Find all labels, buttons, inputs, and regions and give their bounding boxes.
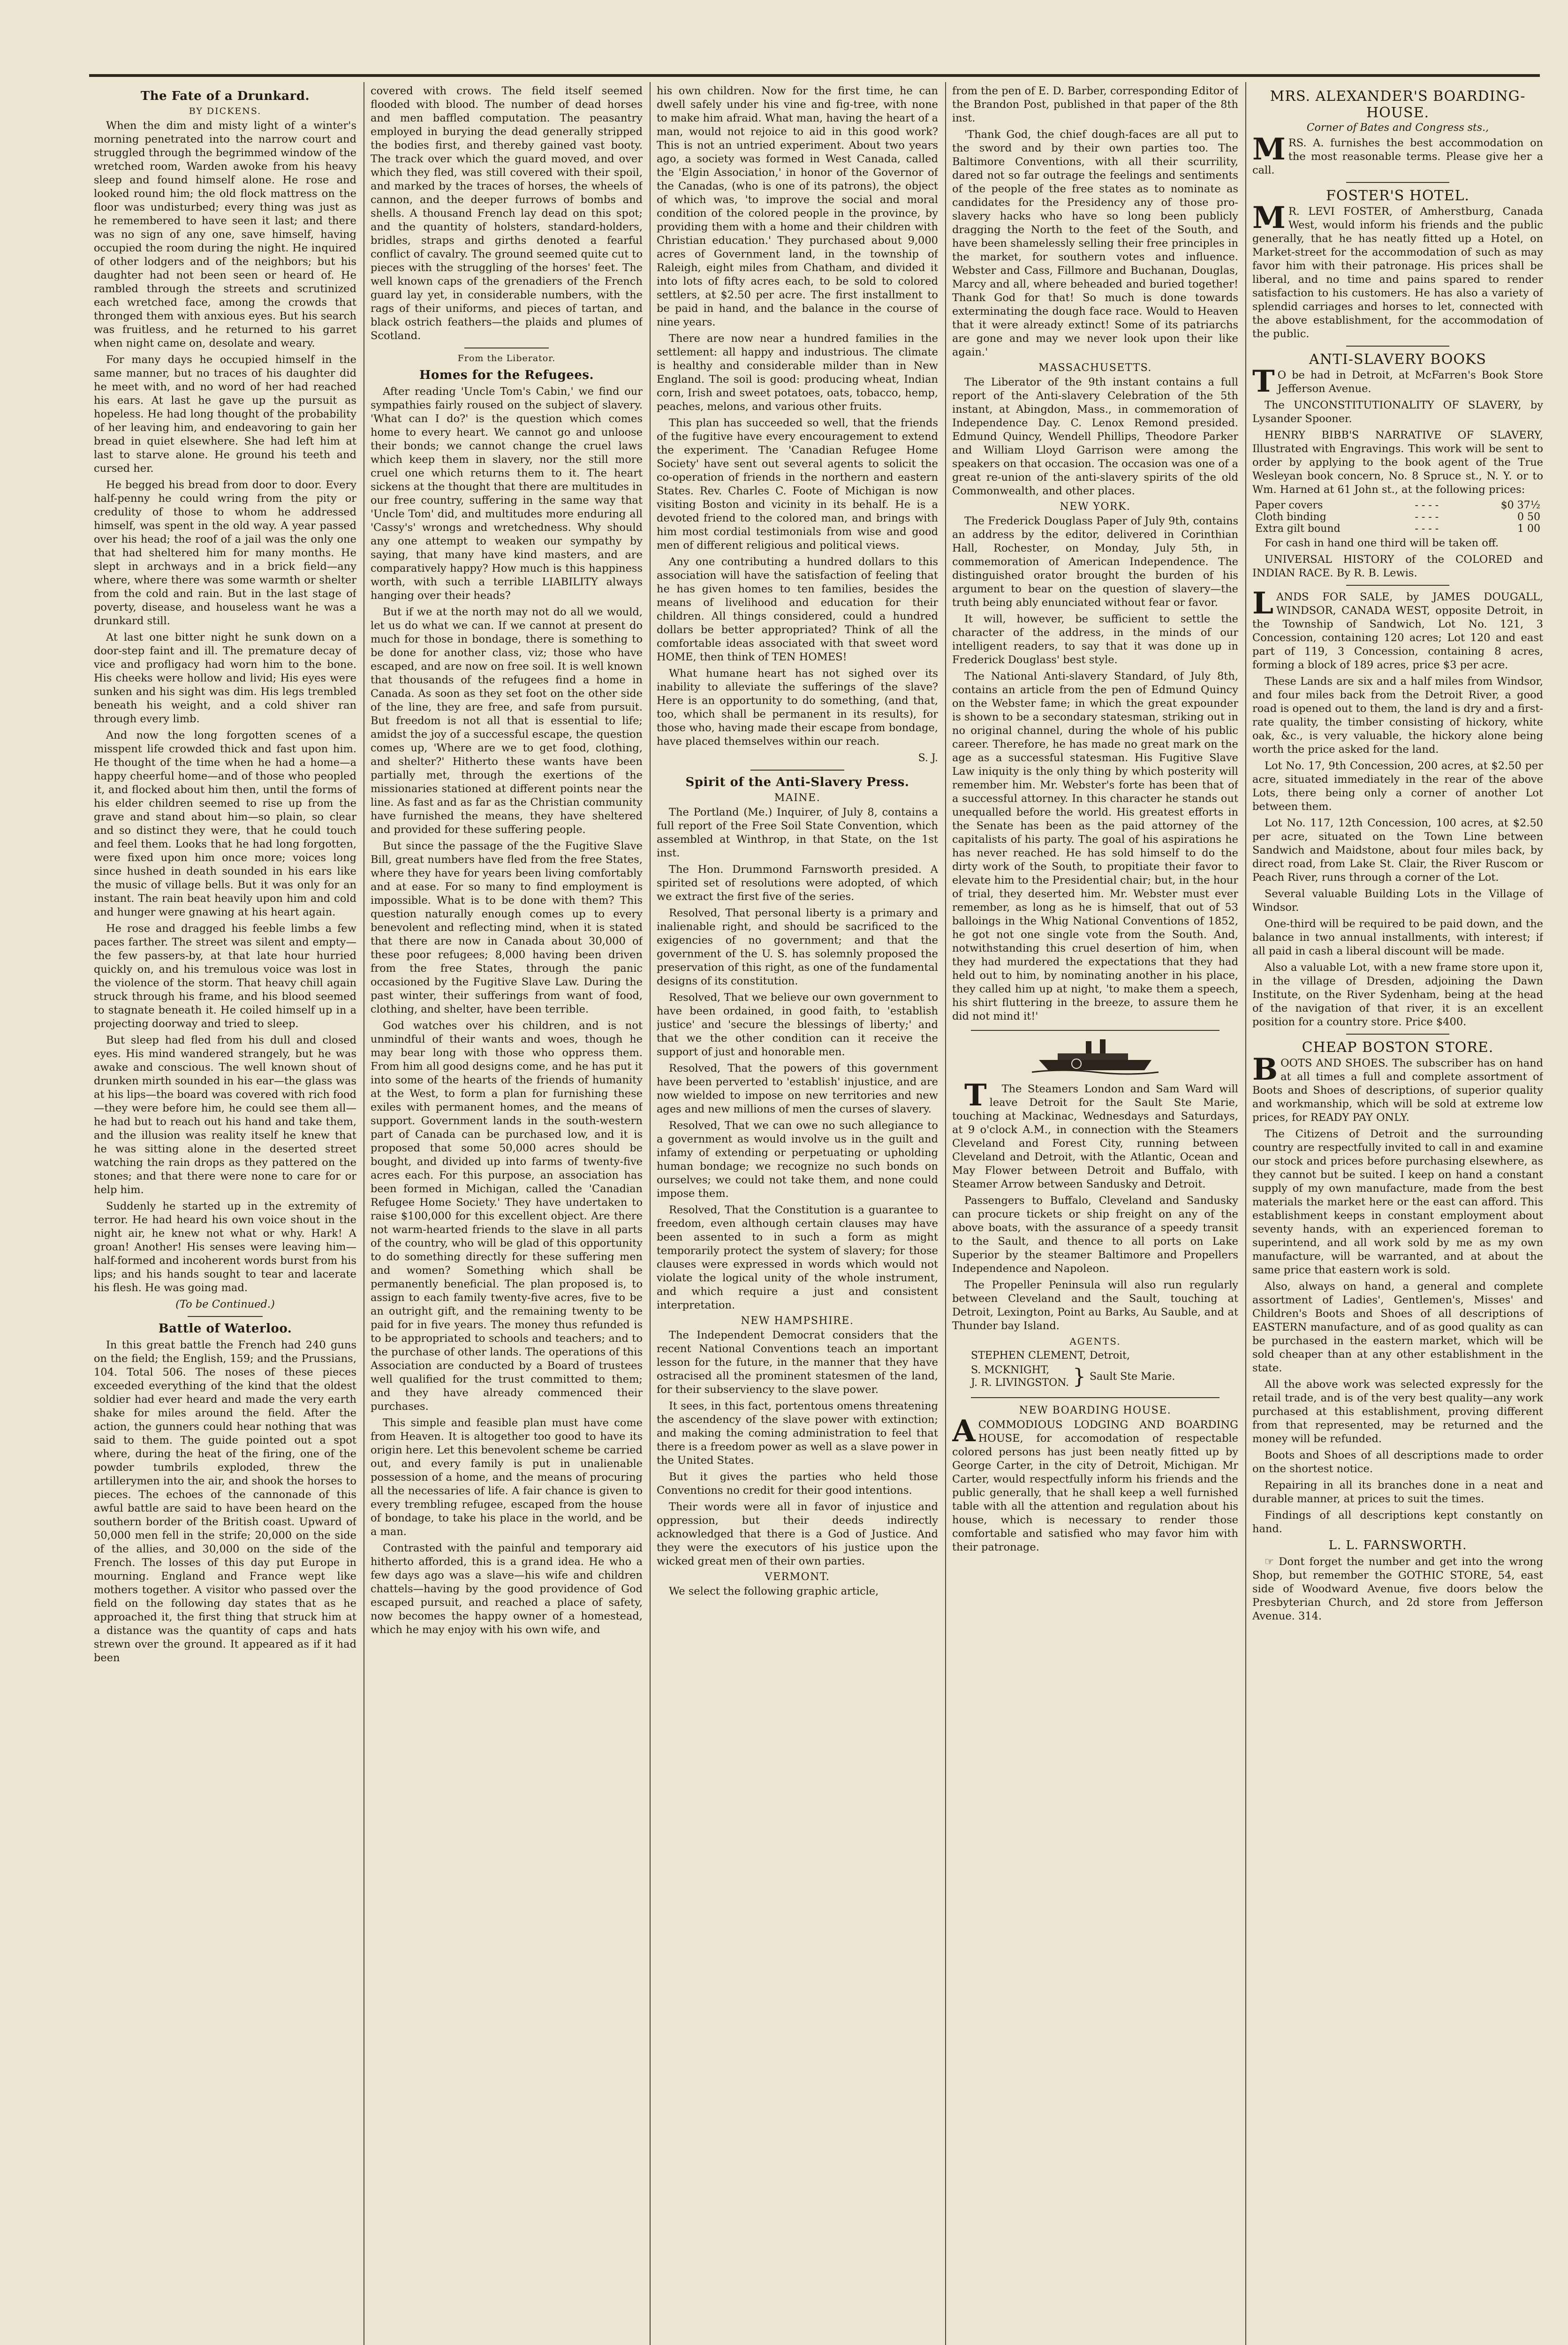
paragraph: Resolved, That we believe our own government to have been ordained, in good faith, to 'establish justice' and 'secure the blessings of liberty;' and that we the other condition can it receive the support of just and honorable men. — [657, 991, 938, 1058]
paragraph: Suddenly he started up in the extremity of terror. He had heard his own voice shout in the night air, he knew not what or why. Hark! A groan! Another! His senses were leaving him—half-formed and incoherent words burst from his lips; and his hands sought to tear and lacerate his flesh. He was going mad. — [94, 1200, 356, 1294]
steamboat-icon — [980, 1037, 1210, 1080]
ad-title: MRS. ALEXANDER'S BOARDING-HOUSE. — [1270, 88, 1526, 121]
paragraph: Boots and Shoes of all descriptions made to order on the shortest notice. — [1252, 1449, 1543, 1475]
price-value: 1 00 — [1517, 523, 1540, 535]
paragraph: The Liberator of the 9th instant contains a full report of the Anti-slavery Celebration of the 5th instant, at Abingdon, Mass., in commemoration of Independence Day. C. Lenox Remond presided. Edmund Quincy, Wendell Phillips, Theodore Parker and William Lloyd Garrison were among the speakers on that occasion. The occasion was one of a great re-union of the anti-slavery spirits of the old Commonwealth, and other places. — [952, 376, 1238, 497]
column-2 — [371, 84, 643, 2345]
separator — [188, 1316, 263, 1317]
ad-title: CHEAP BOSTON STORE. — [1302, 1039, 1494, 1056]
paragraph: Also a valuable Lot, with a new frame store upon it, in the village of Dresden, adjoining the Dawn Institute, on the River Sydenham, being at the head of the navigation of that river, it is an excellent position for a country store. Price $400. — [1252, 961, 1543, 1028]
agents-list — [952, 1350, 1238, 1391]
article-title: The Fate of a Drunkard. — [140, 89, 310, 103]
paragraph: The Portland (Me.) Inquirer, of July 8, contains a full report of the Free Soil State Convention, which assembled at Winthrop, in that State, on the 1st inst. — [657, 806, 938, 859]
ad-text: ANDS FOR SALE, by JAMES DOUGALL, WINDSOR, CANADA WEST, opposite Detroit, in the Township of Sandwich, Lot No. 121, 3 Concession, containing 120 acres; Lot 120 and east part of 119, 3 Concession, containing 8 acres, forming a block of 189 acres, price $3 per acre. — [1252, 591, 1543, 671]
separator — [750, 770, 844, 771]
paragraph — [1252, 1052, 1543, 1125]
paragraph: Lot No. 117, 12th Concession, 100 acres, at $2.50 per acre, situated on the Town Line between Sandwich and Maidstone, about four miles back, by direct road, from Lake St. Clair, the River Ruscom or Peach River, runs through a corner of the Lot. — [1252, 817, 1543, 884]
article-title: Homes for the Refugees. — [419, 368, 594, 382]
paragraph: The UNCONSTITUTIONALITY OF SLAVERY, by Lysander Spooner. — [1252, 399, 1543, 425]
price-row: Paper covers - - - - $0 37½ — [1252, 499, 1543, 511]
paragraph: In this great battle the French had 240 guns on the field; the English, 159; and the Prussians, 104. Total 506. The noses of these pieces exceeded everything of the kind that the oldest soldier had ever heard and made the very earth shake for miles around the field. After the action, the gunners could hear nothing that was said to them. The guide pointed out a spot where, during the heat of the firing, one of the powder tumbrils exploded, threw the artillerymen into the air, and shook the horses to pieces. The echoes of the cannonade of this awful battle are said to have been heard on the southern border of the British coast. Upward of 50,000 men fell in the strife; 20,000 on the side of the allies, and 30,000 on the side of the French. The losses of this day put Europe in mourning. England and France wept like mothers together. A visitor who passed over the field on the following day states that as he approached it, the first thing that struck him at a distance was the quantity of caps and hats strewn over the ground. It appeared as if it had been — [94, 1339, 356, 1664]
article-title: Battle of Waterloo. — [158, 1322, 292, 1336]
ad-title: ANTI-SLAVERY BOOKS — [1309, 351, 1486, 368]
paragraph — [1252, 586, 1543, 672]
paragraph: from the pen of E. D. Barber, corresponding Editor of the Brandon Post, published in that paper of the 8th inst. — [952, 85, 1238, 124]
paragraph: The Frederick Douglass Paper of July 9th, contains an address by the editor, delivered in Corinthian Hall, Rochester, on Monday, July 5th, in commemoration of American Independence. The distinguished orator brought the burden of his argument to bear on the question of slavery—the truth being ably enunciated without fear or favor. — [952, 515, 1238, 609]
paragraph: Lot No. 17, 9th Concession, 200 acres, at $2.50 per acre, situated immediately in the rear of the above Lots, there being only a corner of another Lot between them. — [1252, 760, 1543, 813]
column-rule — [650, 82, 651, 2345]
paragraph: UNIVERSAL HISTORY of the COLORED and INDIAN RACE. By R. B. Lewis. — [1252, 553, 1543, 579]
separator — [1346, 346, 1449, 347]
drop-cap: M — [1252, 132, 1286, 167]
price-table — [1252, 499, 1543, 535]
column-4 — [952, 84, 1238, 2345]
price-value: $0 37½ — [1500, 499, 1540, 511]
separator — [1346, 182, 1449, 183]
section-head: MAINE. — [774, 792, 821, 804]
drop-cap: M — [1252, 200, 1286, 235]
paragraph: Resolved, That the powers of this government have been perverted to 'establish' injustice, and are now wielded to impose on new territories and new ages and new millions of men the curses of slavery. — [657, 1062, 938, 1115]
signature: L. L. FARNSWORTH. — [1328, 1538, 1467, 1552]
paragraph: And now the long forgotten scenes of a misspent life crowded thick and fast upon him. He thought of the time when he had a home—a happy cheerful home—and of those who peopled it, and flocked about him then, until the forms of his elder children seemed to rise up from the grave and stand about him—so plain, so clear and so distinct they were, that he could touch and feel them. Looks that he had long forgotten, were fixed upon him once more; voices long since hushed in death sounded in his ears like the music of village bells. But it was only for an instant. The rain beat heavily upon him and cold and hunger were gnawing at his heart again. — [94, 729, 356, 918]
paragraph: Resolved, That personal liberty is a primary and inalienable right, and should be sacrificed to the exigencies of no government; and that the government of the U. S. has solemnly proposed the preservation of this right, as one of the fundamental designs of its constitution. — [657, 907, 938, 987]
paragraph: God watches over his children, and is not unmindful of their wants and woes, though he may bear long with those who oppress them. From him all good designs come, and he has put it into some of the hearts of the friends of humanity at the West, to form a plan for furnishing these exiles with permanent homes, and the means of support. Government lands in the south-western part of Canada can be purchased low, and it is proposed that some 50,000 acres should be bought, and divided up into farms of twenty-five acres each. For this purpose, an association has been formed in Michigan, called the 'Canadian Refugee Home Society.' They have undertaken to raise $100,000 for this excellent object. Are there not warm-hearted friends to the slave in all parts of the country, who will be glad of this opportunity to do something directly for these suffering men and women? Something which shall be permanently beneficial. The plan proposed is, to assign to each family twenty-five acres, five to be an outright gift, and the remaining twenty to be paid for in five years. The money thus refunded is to be appropriated to schools and teachers; and to the purchase of other lands. The operations of this Association are conducted by a Board of trustees well qualified for the trust committed to them; and they have already commenced their purchases. — [371, 1020, 643, 1413]
separator — [971, 1397, 1220, 1398]
paragraph: But it gives the parties who held those Conventions no credit for their good intentions. — [657, 1471, 938, 1497]
column-3 — [657, 84, 938, 2345]
paragraph: This simple and feasible plan must have come from Heaven. It is altogether too good to have its origin here. Let this benevolent scheme be carried out, and every family is put in unalienable possession of a home, and the means of procuring all the necessaries of life. A fair chance is given to every trembling refugee, escaped from the house of bondage, to take his place in the world, and be a man. — [371, 1417, 643, 1538]
price-label: Cloth binding — [1255, 511, 1326, 523]
paragraph: These Lands are six and a half miles from Windsor, and four miles back from the Detroit River, a good road is opened out to them, the land is dry and a first-rate quality, the timber consisting of hickory, white oak, &c., is very valuable, the hickory alone being worth the price asked for the land. — [1252, 675, 1543, 756]
paragraph: One-third will be required to be paid down, and the balance in two annual installments, with interest; if all paid in cash a liberal discount will be made. — [1252, 918, 1543, 957]
column-rule — [945, 82, 946, 2345]
column-5 — [1252, 84, 1543, 2345]
ad-title: FOSTER'S HOTEL. — [1326, 188, 1470, 204]
paragraph: Resolved, That the Constitution is a guarantee to freedom, even although certain clauses may have been assented to in such a form as might temporarily protect the system of slavery; for those clauses were expressed in words which would not violate the logical unity of the whole instrument, and which require a just and consistent interpretation. — [657, 1204, 938, 1311]
paragraph — [952, 1414, 1238, 1554]
section-head: VERMONT. — [765, 1571, 830, 1583]
section-head: MASSACHUSETTS. — [1038, 362, 1152, 374]
paragraph: We select the following graphic article, — [669, 1585, 879, 1597]
paragraph: It sees, in this fact, portentous omens threatening the ascendency of the slave power with extinction; and making the coming administration to feel that there is a freedom power as well as a slave power in the United States. — [657, 1400, 938, 1467]
agents-label: AGENTS. — [1069, 1336, 1121, 1347]
paragraph — [952, 1078, 1238, 1191]
paragraph: Several valuable Building Lots in the Village of Windsor. — [1252, 888, 1543, 914]
paragraph: But if we at the north may not do all we would, let us do what we can. If we cannot at present do much for those in bondage, there is something to be done for another class, viz; those who have escaped, and are now on free soil. It is well known that thousands of the refugees find a home in Canada. As soon as they set foot on the other side of the line, they are free, and safe from pursuit. But freedom is not all that is essential to life; amidst the joy of a successful escape, the question comes up, 'Where are we to get food, clothing, and shelter?' Hitherto these wants have been partially met, through the exertions of the missionaries stationed at different points near the line. As fast and as far as the Christian community have furnished the means, they have sheltered and provided for these suffering people. — [371, 606, 643, 836]
paragraph: The Citizens of Detroit and the surrounding country are respectfully invited to call in and examine our stock and prices before purchasing elsewhere, as they cannot but be suited. I keep on hand a constant supply of my own manufacture, made from the best materials the market here or the east can afford. This establishment keeps in constant employment about seventy hands, with an experienced foreman to superintend, and all work sold by me as my own manufacture, will be warranted, and at about the same price that eastern work is sold. — [1252, 1128, 1543, 1276]
paragraph: Resolved, That we can owe no such allegiance to a government as would involve us in the guilt and infamy of extending or perpetuating or upholding human bondage; we recognize no such bonds on ourselves; we could not take them, and none could impose them. — [657, 1120, 938, 1200]
ad-text: O be had in Detroit, at McFarren's Book Store Jefferson Avenue. — [1277, 369, 1543, 395]
price-value: 0 50 — [1517, 511, 1540, 523]
price-row: Extra gilt bound - - - - 1 00 — [1252, 523, 1543, 535]
paragraph: The Propeller Peninsula will also run regularly between Cleveland and the Sault, touching at Detroit, Lexington, Point au Barks, Au Sauble, and at Thunder bay Island. — [952, 1279, 1238, 1332]
separator — [1346, 1034, 1449, 1035]
price-row: Cloth binding - - - - 0 50 — [1252, 511, 1543, 523]
ad-subtitle: Corner of Bates and Congress sts., — [1306, 122, 1489, 134]
separator — [1346, 585, 1449, 586]
paragraph: After reading 'Uncle Tom's Cabin,' we find our sympathies fairly roused on the subject of slavery. 'What can I do?' is the question which comes home to every heart. We cannot go and unloose their bonds; we cannot change the cruel laws which keep them in slavery, nor the still more cruel one which returns them to it. The heart sickens at the thought that there are multitudes in our free country, suffering in the same way that 'Uncle Tom' did, and multitudes more enduring all 'Cassy's' wrongs and wretchedness. Why should any one attempt to weaken our sympathy by saying, that many have kind masters, and are comparatively happy? How much is this happiness worth, with such a terrible LIABILITY always hanging over their heads? — [371, 386, 643, 602]
paragraph: This plan has succeeded so well, that the friends of the fugitive have every encouragement to extend the experiment. The 'Canadian Refugee Home Society' have sent out several agents to solicit the co-operation of friends in the northern and eastern States. Rev. Charles C. Foote of Michigan is now visiting Boston and vicinity in its behalf. He is a devoted friend to the colored man, and brings with him most cordial testimonials from wise and good men of different religious and political views. — [657, 417, 938, 552]
steamer-notice: The Steamers London and Sam Ward will leave Detroit for the Sault Ste Marie, touching at Mackinac, Wednesdays and Saturdays, at 9 o'clock A.M., in connection with the Steamers Cleveland and Forest City, running between Cleveland and Detroit, with the Atlantic, Ocean and May Flower between Detroit and Buffalo, with Steamer Arrow between Sandusky and Detroit. — [952, 1083, 1238, 1190]
byline: BY DICKENS. — [189, 106, 262, 116]
paragraph: Contrasted with the painful and temporary aid hitherto afforded, this is a grand idea. He who a few days ago was a slave—his wife and children chattels—having by the good providence of God escaped pursuit, and reached a place of safety, now becomes the happy owner of a homestead, which he may enjoy with his own wife, and — [371, 1542, 643, 1636]
paragraph: The National Anti-slavery Standard, of July 8th, contains an article from the pen of Edmund Quincy on the Webster fame; in which the great expounder is shown to be a secondary statesman, striking out in no original channel, during the whole of his public career. Therefore, he has made no great mark on the age as a successful statesman. His Fugitive Slave Law iniquity is the only thing by which posterity will remember him. Mr. Webster's forte has been that of a successful attorney. In this character he stands out unequalled before the world. His greatest efforts in the Senate has been as the paid attorney of the capitalists of his party. The goal of his aspirations he has never reached. He has sold himself to do the dirty work of the South, to propitiate their favor to elevate him to the Presidential chair; but, in the hour of trial, they deserted him. Mr. Webster must ever remember, as long as he is himself, that out of 53 balloings in the Whig National Conventions of 1852, he got not one single vote from the South. And, notwithstanding this cruel desertion of him, when they had murdered the expectations that they had held out to him, by nominating another in his place, they called him up at night, 'to make them a speech, his shirt fluttering in the breeze, to assure them he did not mind it!' — [952, 670, 1238, 1022]
agent-group: S. MCKNIGHT, J. R. LIVINGSTON. } Sault Ste Marie. — [971, 1364, 1175, 1389]
ad-title: NEW BOARDING HOUSE. — [1019, 1405, 1172, 1416]
signature: S. J. — [918, 752, 938, 764]
paragraph: HENRY BIBB'S NARRATIVE OF SLAVERY, Illustrated with Engravings. This work will be sent to order by applying to the book agent of the True Wesleyan book concern, No. 8 Spruce st., N. Y. or to Wm. Harned at 61 John st., at the following prices: — [1252, 429, 1543, 496]
paragraph — [1252, 132, 1543, 177]
paragraph: When the dim and misty light of a winter's morning penetrated into the narrow court and struggled through the begrimmed window of the wretched room, Warden awoke from his heavy sleep and found himself alone. He rose and looked round him; the old flock mattress on the floor was undisturbed; every thing was just as he remembered to have seen it last; and there was no sign of any one, save himself, having occupied the room during the night. He inquired of other lodgers and of the neighbors; but his daughter had not been seen or heard of. He rambled through the streets and scrutinized each wretched face, among the crowds that thronged them with anxious eyes. But his search was fruitless, and he returned to his garret when night came on, desolate and weary. — [94, 120, 356, 349]
paragraph: At last one bitter night he sunk down on a door-step faint and ill. The premature decay of vice and profligacy had worn him to the bone. His cheeks were hollow and livid; His eyes were sunken and his sight was dim. His legs trembled beneath his weight, and a cold shiver ran through every limb. — [94, 631, 356, 725]
paragraph: There are now near a hundred families in the settlement: all happy and industrious. The climate is healthy and considerable milder than in New England. The soil is good: producing wheat, Indian corn, Irish and sweet potatoes, oats, tobacco, hemp, peaches, melons, and various other fruits. — [657, 333, 938, 413]
agent: J. R. LIVINGSTON. — [971, 1377, 1069, 1389]
pointing-hand-icon: ☞ — [1265, 1556, 1279, 1568]
paragraph: The Independent Democrat considers that the recent National Conventions teach an important lesson for the future, in the manner that they have ostracised all the prominent statesmen of the land, for their subserviency to the slave power. — [657, 1329, 938, 1396]
separator — [971, 1030, 1220, 1031]
section-head: NEW YORK. — [1060, 501, 1131, 513]
drop-cap: T — [964, 1078, 987, 1113]
ad-text: R. LEVI FOSTER, of Amherstburg, Canada West, would inform his friends and the public generally, that he has neatly fitted up a Hotel, on Market-street for the accommodation of such as may favor him with their patronage. His prices shall be liberal, and no time and pains spared to render satisfaction to his customers. He has also a variety of splendid carriages and horses to let, connected with the above establishment, for the accommodation of the public. — [1252, 205, 1543, 340]
paragraph: Any one contributing a hundred dollars to this association will have the satisfaction of feeling that he has given homes to ten families, besides the means of livelihood and education for their children. All things considered, could a hundred dollars be better appropriated? Think of all the comfortable ideas associated with that sweet word HOME, then think of TEN HOMES! — [657, 556, 938, 663]
column-1 — [94, 84, 356, 2345]
source-line: From the Liberator. — [457, 353, 556, 363]
paragraph — [1252, 364, 1543, 399]
paragraph: Also, always on hand, a general and complete assortment of Ladies', Gentlemen's, Misses' and Children's Boots and Shoes of all descriptions of EASTERN manufacture, and of as good quality as can be purchased in the eastern market, which will be sold cheaper than at any other establishment in the state. — [1252, 1280, 1543, 1374]
paragraph: For cash in hand one third will be taken off. — [1265, 537, 1499, 549]
article-title: Spirit of the Anti-Slavery Press. — [685, 775, 909, 789]
paragraph: The Hon. Drummond Farnsworth presided. A spirited set of resolutions were adopted, of which we extract the first five of the series. — [657, 863, 938, 903]
paragraph: Their words were all in favor of injustice and oppression, but their deeds indirectly acknowledged that there is a God of Justice. And they were the executors of his justice upon the wicked great men of their own parties. — [657, 1501, 938, 1567]
paragraph: Passengers to Buffalo, Cleveland and Sandusky can procure tickets or ship freight on any of the above boats, with the assurance of a speedy transit to the Sault, and thence to all ports on Lake Superior by the steamer Baltimore and Propellers Independence and Napoleon. — [952, 1195, 1238, 1275]
ad-text: Dont forget the number and get into the wrong Shop, but remember the GOTHIC STORE, 54, east side of Woodward Avenue, five doors below the Presbyterian Church, and 2d store from Jefferson Avenue. — [1252, 1556, 1543, 1622]
drop-cap: T — [1252, 364, 1275, 399]
paragraph: He begged his bread from door to door. Every half-penny he could wring from the pity or credulity of those to whom he addressed himself, was spent in the old way. A year passed over his head; the roof of a jail was the only one that had sheltered him for many months. He slept in archways and in a brick field—any where, where there was some warmth or shelter from the cold and rain. But in the last stage of poverty, disease, and houseless want he was a drunkard still. — [94, 479, 356, 627]
paragraph: For many days he occupied himself in the same manner, but no traces of his daughter did he meet with, and no word of her had reached his ears. At last he gave up the pursuit as hopeless. He had long thought of the probability of her leaving him, and endeavoring to gain her bread in quiet elsewhere. She had left him at last to starve alone. He ground his teeth and cursed her. — [94, 354, 356, 475]
drop-cap: A — [952, 1414, 976, 1449]
to-be-continued: (To be Continued.) — [175, 1298, 275, 1310]
paragraph: All the above work was selected expressly for the retail trade, and is of the very best quality—any work purchased at this establishment, proving different from that represented, may be returned and the money will be refunded. — [1252, 1378, 1543, 1445]
column-rule — [1245, 82, 1246, 2345]
paragraph: But sleep had fled from his dull and closed eyes. His mind wandered strangely, but he was awake and conscious. The well known shout of drunken mirth sounded in his ear—the glass was at his lips—the board was covered with rich food—they were before him, he could see them all—he had but to reach out his hand and take them, and the illusion was reality itself he knew that he was sitting alone in the deserted street watching the rain drops as they pattered on the stones; and that there were none to care for or help him. — [94, 1034, 356, 1196]
agent: STEPHEN CLEMENT, Detroit, — [971, 1350, 1130, 1362]
paragraph: He rose and dragged his feeble limbs a few paces farther. The street was silent and empty—the few passers-by, at that late hour hurried quickly on, and his tremulous voice was lost in the violence of the storm. That heavy chill again struck through his frame, and his blood seemed to stagnate beneath it. He coiled himself up in a projecting doorway and tried to sleep. — [94, 923, 356, 1030]
ad-number: 314. — [1298, 1610, 1322, 1622]
paragraph: covered with crows. The field itself seemed flooded with blood. The number of dead horses and men baffled computation. The peasantry employed in burying the dead generally stripped the bodies first, and thereby gained vast booty. The track over which the guard moved, and over which they fled, was still covered with their spoil, and marked by the traces of horses, the wheels of cannon, and the deeper furrows of bombs and shells. A thousand French lay dead on this spot; and the quantity of holsters, standard-holders, bridles, straps and girths denoted a fearful conflict of cavalry. The ground seemed quite cut to pieces with the struggling of the horses' feet. The well known caps of the grenadiers of the French guard lay yet, in considerable numbers, with the rags of their uniforms, and pieces of tartan, and black ostrich feathers—the plaids and plumes of Scotland. — [371, 85, 643, 342]
price-label: Paper covers — [1255, 499, 1323, 511]
paragraph: Findings of all descriptions kept constantly on hand. — [1252, 1509, 1543, 1535]
paragraph — [1252, 200, 1543, 341]
paragraph: 'Thank God, the chief dough-faces are all put to the sword and by their own parties too. The Baltimore Conventions, with all their scurrility, dared not so far outrage the feelings and sentiments of the people of the free states as to nominate as candidates for the Presidency any of those pro-slavery hacks who have so long been publicly dragging the North to the feet of the South, and have been shamelessly selling their free principles in the market, for southern votes and influence. Webster and Cass, Fillmore and Buchanan, Douglas, Marcy and all, where beheaded and buried together! Thank God for that! So much is done towards exterminating the dough face race. Would to Heaven that it were already extinct! Some of its patriarchs are gone and may we never look upon their like again.' — [952, 129, 1238, 358]
section-head: NEW HAMPSHIRE. — [741, 1315, 854, 1327]
price-label: Extra gilt bound — [1255, 523, 1341, 535]
top-rule — [89, 74, 1540, 77]
paragraph: It will, however, be sufficient to settle the character of the address, in the minds of our intelligent readers, to say that it was done up in Frederick Douglass' best style. — [952, 613, 1238, 666]
paragraph: his own children. Now for the first time, he can dwell safely under his vine and fig-tree, with none to make him afraid. What man, having the heart of a man, would not rejoice to aid in this good work? This is not an untried experiment. About two years ago, a society was formed in West Canada, called the 'Elgin Association,' in honor of the Governor of the Canadas, (who is one of its patrons), the object of which was, 'to improve the social and moral condition of the colored people in the province, by providing them with a home and their children with Christian education.' They purchased about 9,000 acres of Government land, in the township of Raleigh, eight miles from Chatham, and divided it into lots of fifty acres each, to be sold to colored settlers, at $2.50 per acre. The first installment to be paid in hand, and the balance in the course of nine years. — [657, 85, 938, 328]
drop-cap: B — [1252, 1052, 1278, 1087]
boarding-text: COMMODIOUS LODGING AND BOARDING HOUSE, for accomodation of respectable colored persons has just been neatly fitted up by George Carter, in the city of Detroit, Michigan. Mr Carter, would respectfully inform his friends and the public generally, that he shall keep a well furnished table with all the attention and regulation about his house, which is necessary to render those comfortable and satisfied who may favor him with their patronage. — [952, 1419, 1238, 1553]
ad-text: RS. A. furnishes the best accommodation on the most reasonable terms. Please give her a call. — [1252, 137, 1543, 176]
paragraph: What humane heart has not sighed over its inability to alleviate the sufferings of the slave? Here is an opportunity to do something, (and that, too, which shall be permanent in its results), for those who, having made their escape from bondage, have placed themselves within our reach. — [657, 667, 938, 748]
drop-cap: L — [1252, 586, 1273, 621]
agent-location: Sault Ste Marie. — [1089, 1370, 1175, 1383]
agent: S. MCKNIGHT, — [971, 1364, 1050, 1376]
paragraph: But since the passage of the the Fugitive Slave Bill, great numbers have fled from the free States, where they have for years been living comfortably and at ease. For so many to find employment is impossible. What is to be done with them? This question naturally enough comes up to every benevolent and reflecting mind, when it is stated that there are now in Canada about 30,000 of these poor refugees; 8,000 having been driven from the free States, through the panic occasioned by the Fugitive Slave Law. During the past winter, their sufferings from want of food, clothing, and shelter, have been terrible. — [371, 840, 643, 1015]
paragraph — [1252, 1555, 1543, 1623]
paragraph: Repairing in all its branches done in a neat and durable manner, at prices to suit the times. — [1252, 1479, 1543, 1505]
ad-text: OOTS AND SHOES. The subscriber has on hand at all times a full and complete assortment of Boots and Shoes of descriptions, of superior quality and workmanship, which will be sold at extreme low prices, for READY PAY ONLY. — [1252, 1057, 1543, 1124]
